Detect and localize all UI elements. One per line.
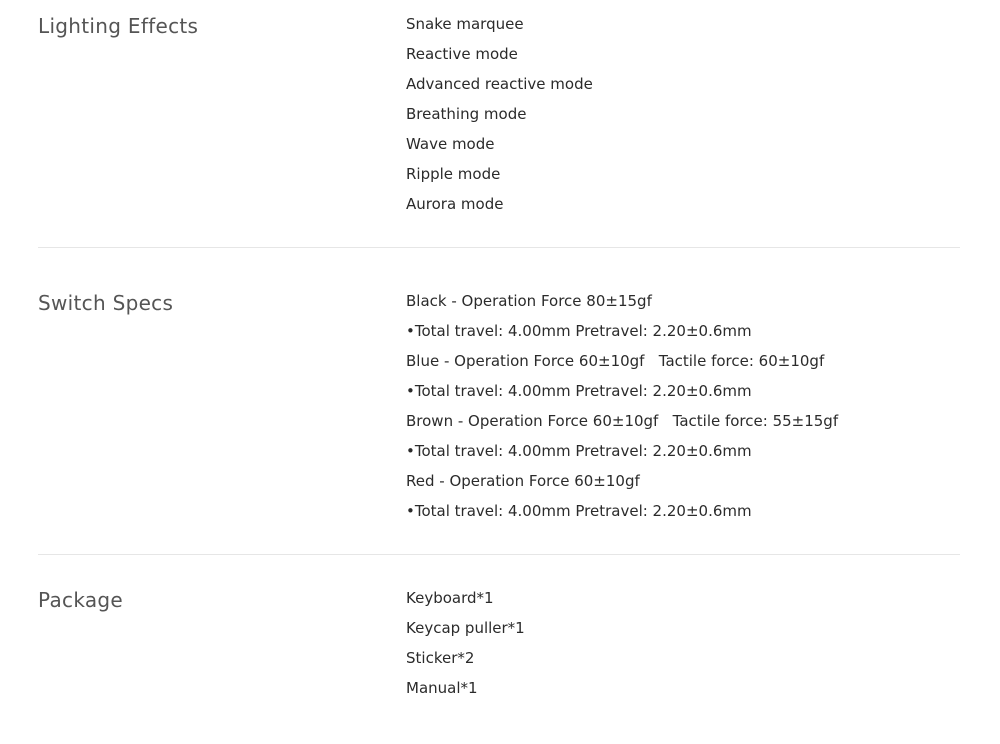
spec-item: Keyboard*1 (406, 589, 494, 607)
section-title: Package (38, 588, 124, 612)
spec-item: Aurora mode (406, 195, 504, 213)
section-package (38, 555, 960, 744)
spec-item: Snake marquee (406, 15, 524, 33)
spec-item: •Total travel: 4.00mm Pretravel: 2.20±0.6mm (406, 322, 752, 340)
spec-item: •Total travel: 4.00mm Pretravel: 2.20±0.6mm (406, 502, 752, 520)
section-switch-specs (38, 248, 960, 555)
spec-item: Wave mode (406, 135, 495, 153)
spec-item: Brown - Operation Force 60±10gf Tactile force: 55±15gf (406, 412, 839, 430)
spec-list (406, 286, 838, 526)
section-lighting-effects (38, 0, 960, 248)
spec-item: Keycap puller*1 (406, 619, 525, 637)
spec-item: Black - Operation Force 80±15gf (406, 292, 652, 310)
spec-item: Ripple mode (406, 165, 501, 183)
spec-item: Advanced reactive mode (406, 75, 593, 93)
spec-item: Reactive mode (406, 45, 518, 63)
spec-item: Breathing mode (406, 105, 527, 123)
spec-item: Blue - Operation Force 60±10gf Tactile force: 60±10gf (406, 352, 825, 370)
section-title: Lighting Effects (38, 14, 199, 38)
section-title: Switch Specs (38, 291, 174, 315)
spec-list (406, 583, 525, 703)
spec-item: •Total travel: 4.00mm Pretravel: 2.20±0.6mm (406, 442, 752, 460)
spec-item: Red - Operation Force 60±10gf (406, 472, 640, 490)
spec-item: Sticker*2 (406, 649, 475, 667)
spec-item: •Total travel: 4.00mm Pretravel: 2.20±0.6mm (406, 382, 752, 400)
spec-list (406, 9, 593, 219)
spec-item: Manual*1 (406, 679, 478, 697)
